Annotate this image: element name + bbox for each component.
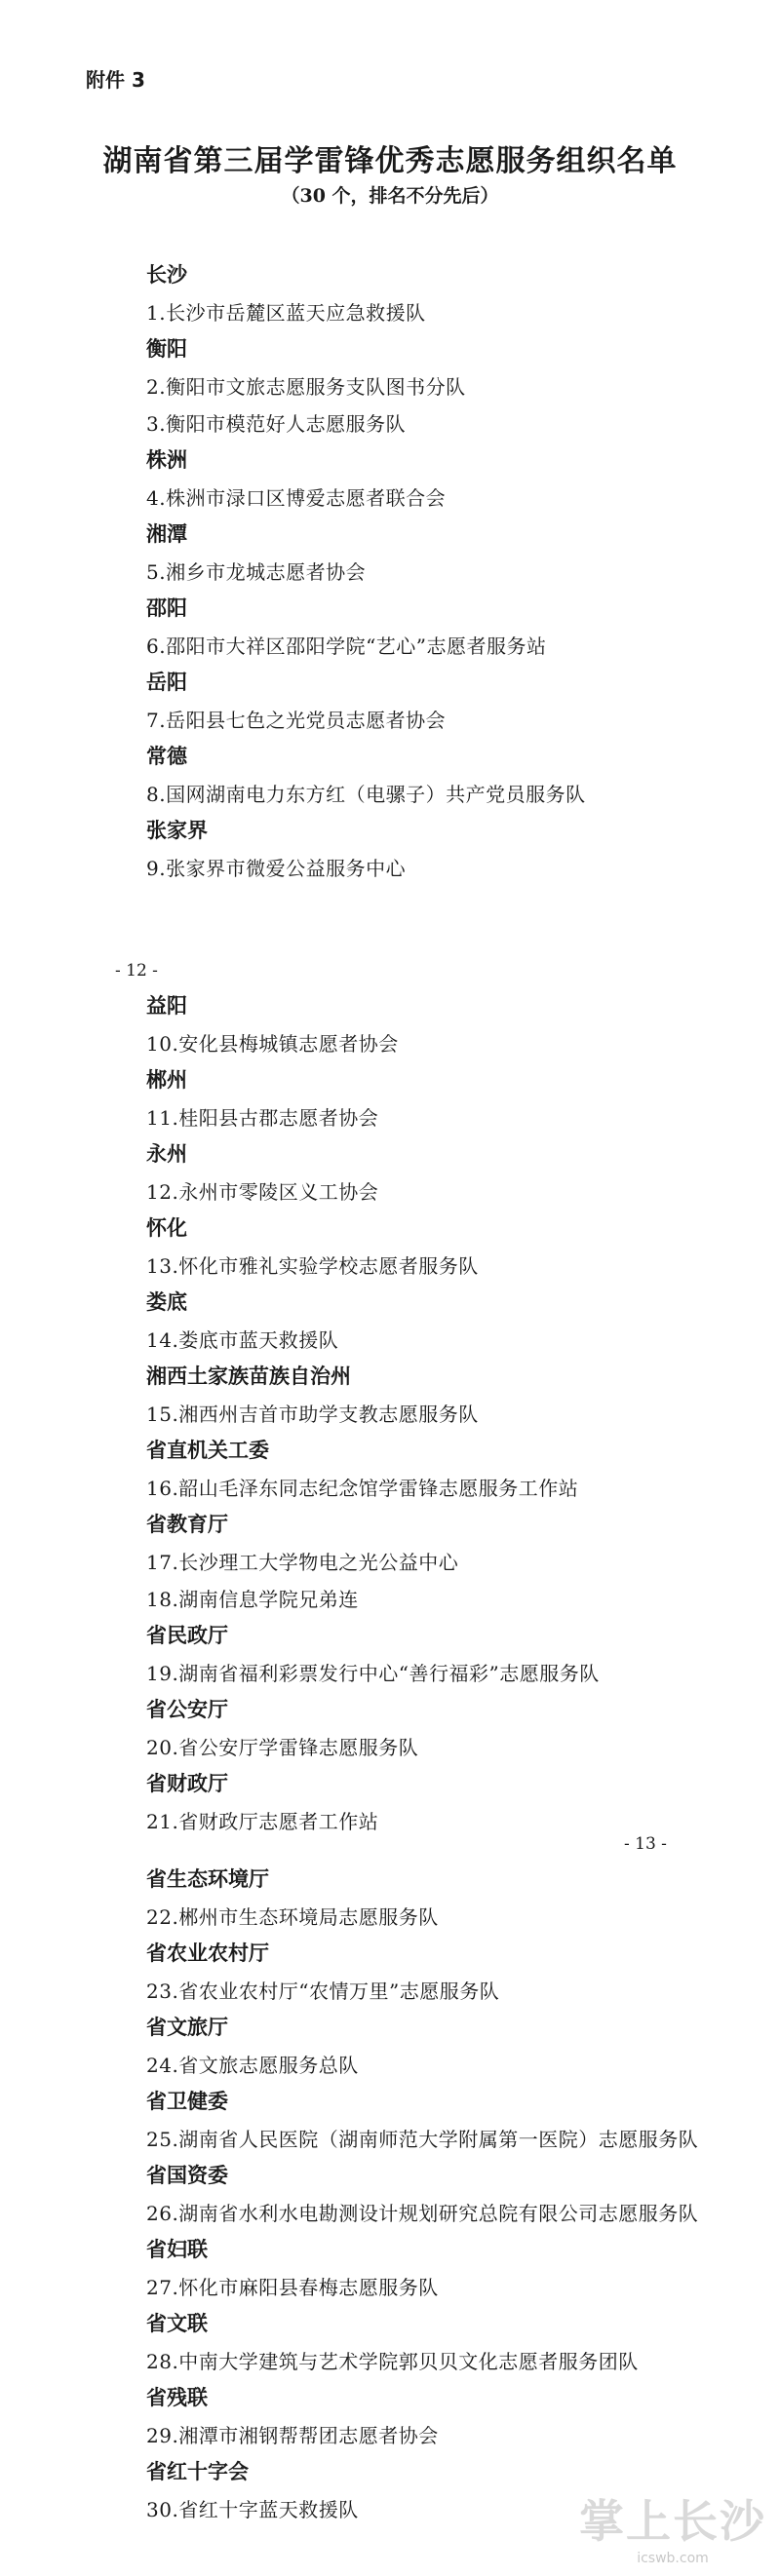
page-title: 湖南省第三届学雷锋优秀志愿服务组织名单 <box>102 144 678 178</box>
region-heading: 省民政厅 <box>146 1624 228 1647</box>
region-heading: 省文联 <box>146 2312 208 2335</box>
region-heading: 省公安厅 <box>146 1698 228 1721</box>
attachment-label: 附件 3 <box>86 68 145 92</box>
organization-entry: 7.岳阳县七色之光党员志愿者协会 <box>146 708 447 732</box>
region-heading: 郴州 <box>146 1068 187 1092</box>
organization-entry: 10.安化县梅城镇志愿者协会 <box>146 1031 399 1056</box>
watermark <box>579 2486 766 2566</box>
organization-entry: 24.省文旅志愿服务总队 <box>146 2053 359 2077</box>
organization-entry: 5.湘乡市龙城志愿者协会 <box>146 559 367 584</box>
region-heading: 湘潭 <box>146 522 187 546</box>
organization-entry: 28.中南大学建筑与艺术学院郭贝贝文化志愿者服务团队 <box>146 2349 639 2373</box>
watermark-url: icswb.com <box>637 2551 709 2566</box>
organization-entry: 4.株洲市渌口区博爱志愿者联合会 <box>146 485 447 510</box>
organization-entry: 23.省农业农村厅“农情万里”志愿服务队 <box>146 1979 500 2003</box>
region-heading: 常德 <box>146 745 187 768</box>
page-number-13: - 13 - <box>624 1834 667 1854</box>
organization-entry: 1.长沙市岳麓区蓝天应急救援队 <box>146 300 426 325</box>
list-section-3 <box>146 1860 698 2526</box>
region-heading: 娄底 <box>146 1290 187 1314</box>
organization-entry: 3.衡阳市模范好人志愿服务队 <box>146 411 407 436</box>
organization-entry: 2.衡阳市文旅志愿服务支队图书分队 <box>146 374 466 399</box>
region-heading: 省红十字会 <box>146 2460 249 2483</box>
region-heading: 省生态环境厅 <box>146 1867 269 1891</box>
region-heading: 省卫健委 <box>146 2090 228 2113</box>
region-heading: 省农业农村厅 <box>146 1942 269 1965</box>
organization-entry: 21.省财政厅志愿者工作站 <box>146 1809 379 1833</box>
organization-entry: 20.省公安厅学雷锋志愿服务队 <box>146 1735 419 1759</box>
region-heading: 张家界 <box>146 819 208 842</box>
organization-entry: 27.怀化市麻阳县春梅志愿服务队 <box>146 2275 439 2299</box>
list-section-1 <box>146 255 586 885</box>
region-heading: 湘西土家族苗族自治州 <box>146 1365 351 1388</box>
organization-entry: 6.邵阳市大祥区邵阳学院“艺心”志愿者服务站 <box>146 634 547 658</box>
region-heading: 省残联 <box>146 2386 208 2409</box>
page-subtitle: （30 个，排名不分先后） <box>281 185 499 207</box>
organization-entry: 26.湖南省水利水电勘测设计规划研究总院有限公司志愿服务队 <box>146 2201 699 2225</box>
organization-entry: 18.湖南信息学院兄弟连 <box>146 1587 359 1611</box>
organization-entry: 17.长沙理工大学物电之光公益中心 <box>146 1550 459 1574</box>
organization-entry: 12.永州市零陵区义工协会 <box>146 1179 379 1204</box>
region-heading: 省直机关工委 <box>146 1439 269 1462</box>
organization-entry: 29.湘潭市湘钢帮帮团志愿者协会 <box>146 2423 439 2447</box>
organization-entry: 22.郴州市生态环境局志愿服务队 <box>146 1904 439 1929</box>
page-number-12: - 12 - <box>115 961 158 980</box>
list-section-2 <box>146 986 600 1838</box>
organization-entry: 25.湖南省人民医院（湖南师范大学附属第一医院）志愿服务队 <box>146 2127 699 2151</box>
region-heading: 省教育厅 <box>146 1513 228 1536</box>
organization-entry: 9.张家界市微爱公益服务中心 <box>146 856 407 880</box>
organization-entry: 16.韶山毛泽东同志纪念馆学雷锋志愿服务工作站 <box>146 1476 579 1500</box>
organization-entry: 13.怀化市雅礼实验学校志愿者服务队 <box>146 1253 479 1278</box>
organization-entry: 15.湘西州吉首市助学支教志愿服务队 <box>146 1402 479 1426</box>
organization-entry: 19.湖南省福利彩票发行中心“善行福彩”志愿服务队 <box>146 1661 600 1685</box>
region-heading: 永州 <box>146 1142 187 1166</box>
organization-entry: 11.桂阳县古郡志愿者协会 <box>146 1105 379 1130</box>
region-heading: 省文旅厅 <box>146 2016 228 2039</box>
region-heading: 省妇联 <box>146 2238 208 2261</box>
region-heading: 邵阳 <box>146 596 187 620</box>
organization-entry: 30.省红十字蓝天救援队 <box>146 2497 359 2521</box>
region-heading: 岳阳 <box>146 671 187 694</box>
region-heading: 益阳 <box>146 994 187 1018</box>
watermark-logo: 掌上长沙 <box>579 2495 766 2548</box>
region-heading: 衡阳 <box>146 337 187 361</box>
region-heading: 长沙 <box>146 263 187 287</box>
organization-entry: 8.国网湖南电力东方红（电骡子）共产党员服务队 <box>146 782 586 806</box>
region-heading: 省国资委 <box>146 2164 228 2187</box>
organization-entry: 14.娄底市蓝天救援队 <box>146 1327 339 1352</box>
region-heading: 省财政厅 <box>146 1772 228 1795</box>
region-heading: 怀化 <box>146 1216 187 1240</box>
region-heading: 株洲 <box>146 448 187 472</box>
